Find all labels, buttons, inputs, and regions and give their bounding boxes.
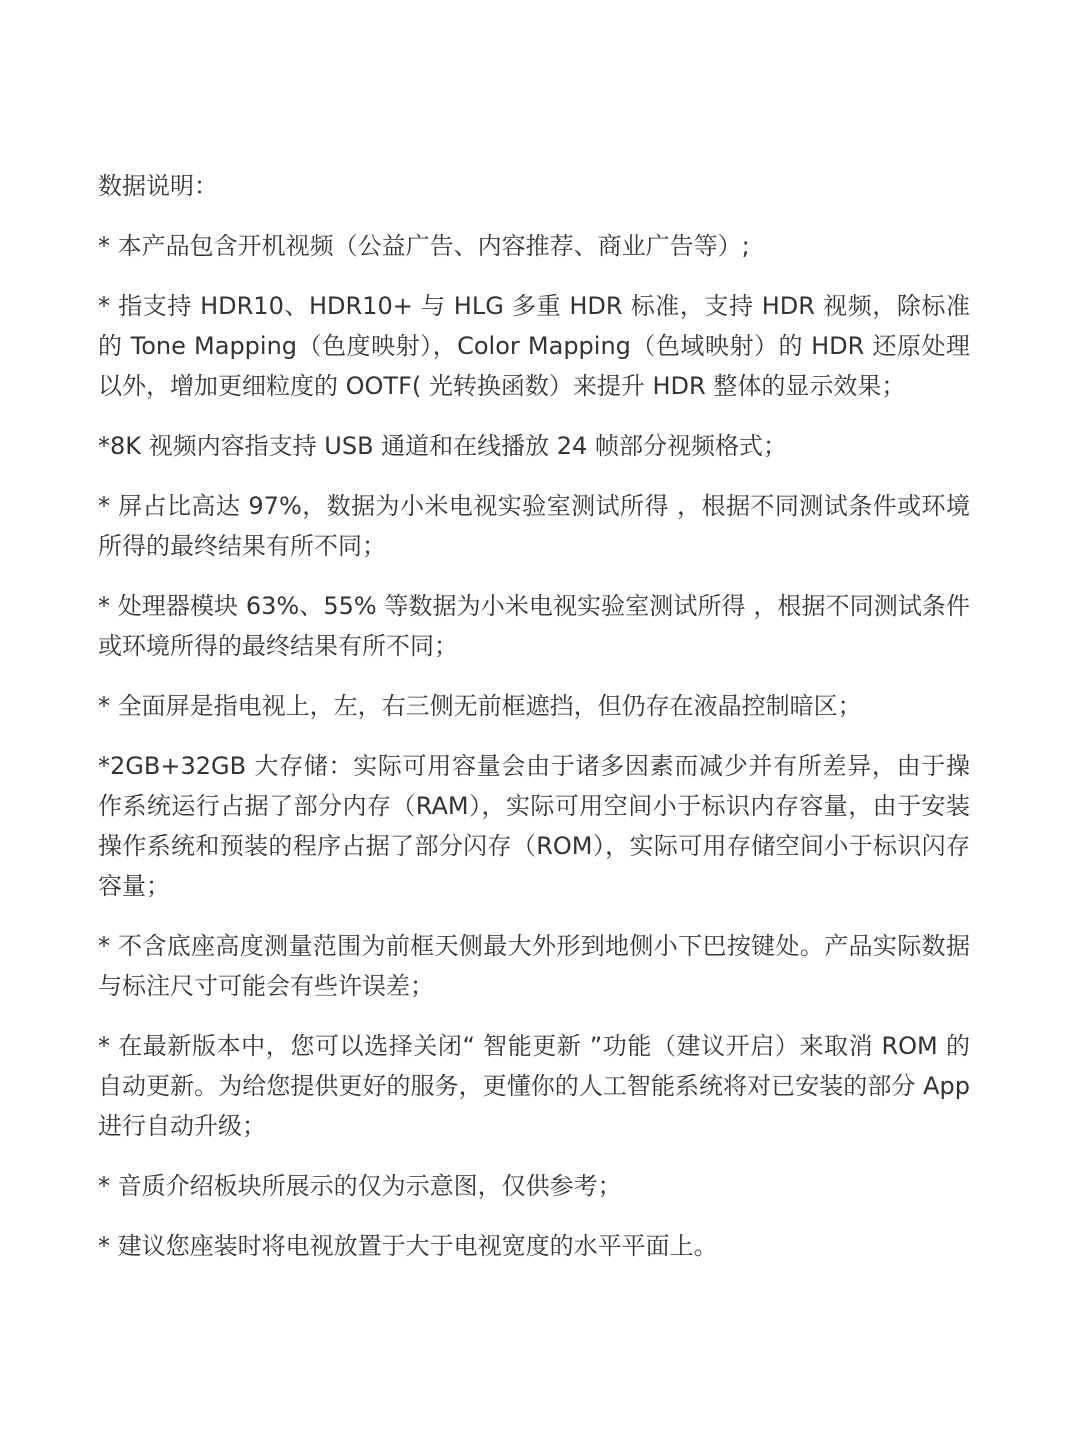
note-dimensions: * 不含底座高度测量范围为前框天侧最大外形到地侧小下巴按键处。产品实际数据与标注尺寸可能会有些许误差；	[98, 932, 970, 1000]
note-screen-ratio: * 屏占比高达 97%，数据为小米电视实验室测试所得 ，根据不同测试条件或环境所得的最终结果有所不同；	[98, 492, 970, 560]
note-placement: * 建议您座装时将电视放置于大于电视宽度的水平平面上。	[98, 1232, 718, 1260]
data-notes-document	[98, 166, 970, 1286]
note-smart-update: * 在最新版本中，您可以选择关闭“ 智能更新 ”功能（建议开启）来取消 ROM 的自动更新。为给您提供更好的服务，更懂你的人工智能系统将对已安装的部分 App 进行自动升级；	[98, 1032, 970, 1140]
note-hdr-support: * 指支持 HDR10、HDR10+ 与 HLG 多重 HDR 标准，支持 HDR 视频，除标准的 Tone Mapping（色度映射），Color Mapping（色域映射）的 HDR 还原处理以外，增加更细粒度的 OOTF( 光转换函数）来提升 HDR 整体的显示效果；	[98, 292, 970, 400]
note-audio: * 音质介绍板块所展示的仅为示意图，仅供参考；	[98, 1172, 622, 1200]
note-storage: *2GB+32GB 大存储：实际可用容量会由于诸多因素而减少并有所差异，由于操作系统运行占据了部分内存（RAM），实际可用空间小于标识内存容量，由于安装操作系统和预装的程序占据了部分闪存（ROM），实际可用存储空间小于标识闪存容量；	[98, 752, 970, 900]
note-8k-video: *8K 视频内容指支持 USB 通道和在线播放 24 帧部分视频格式；	[98, 432, 787, 460]
note-full-screen: * 全面屏是指电视上，左，右三侧无前框遮挡，但仍存在液晶控制暗区；	[98, 692, 862, 720]
note-boot-video: * 本产品包含开机视频（公益广告、内容推荐、商业广告等）;	[98, 232, 750, 260]
document-title: 数据说明：	[98, 172, 218, 200]
note-processor: * 处理器模块 63%、55% 等数据为小米电视实验室测试所得 ，根据不同测试条件或环境所得的最终结果有所不同；	[98, 592, 970, 660]
